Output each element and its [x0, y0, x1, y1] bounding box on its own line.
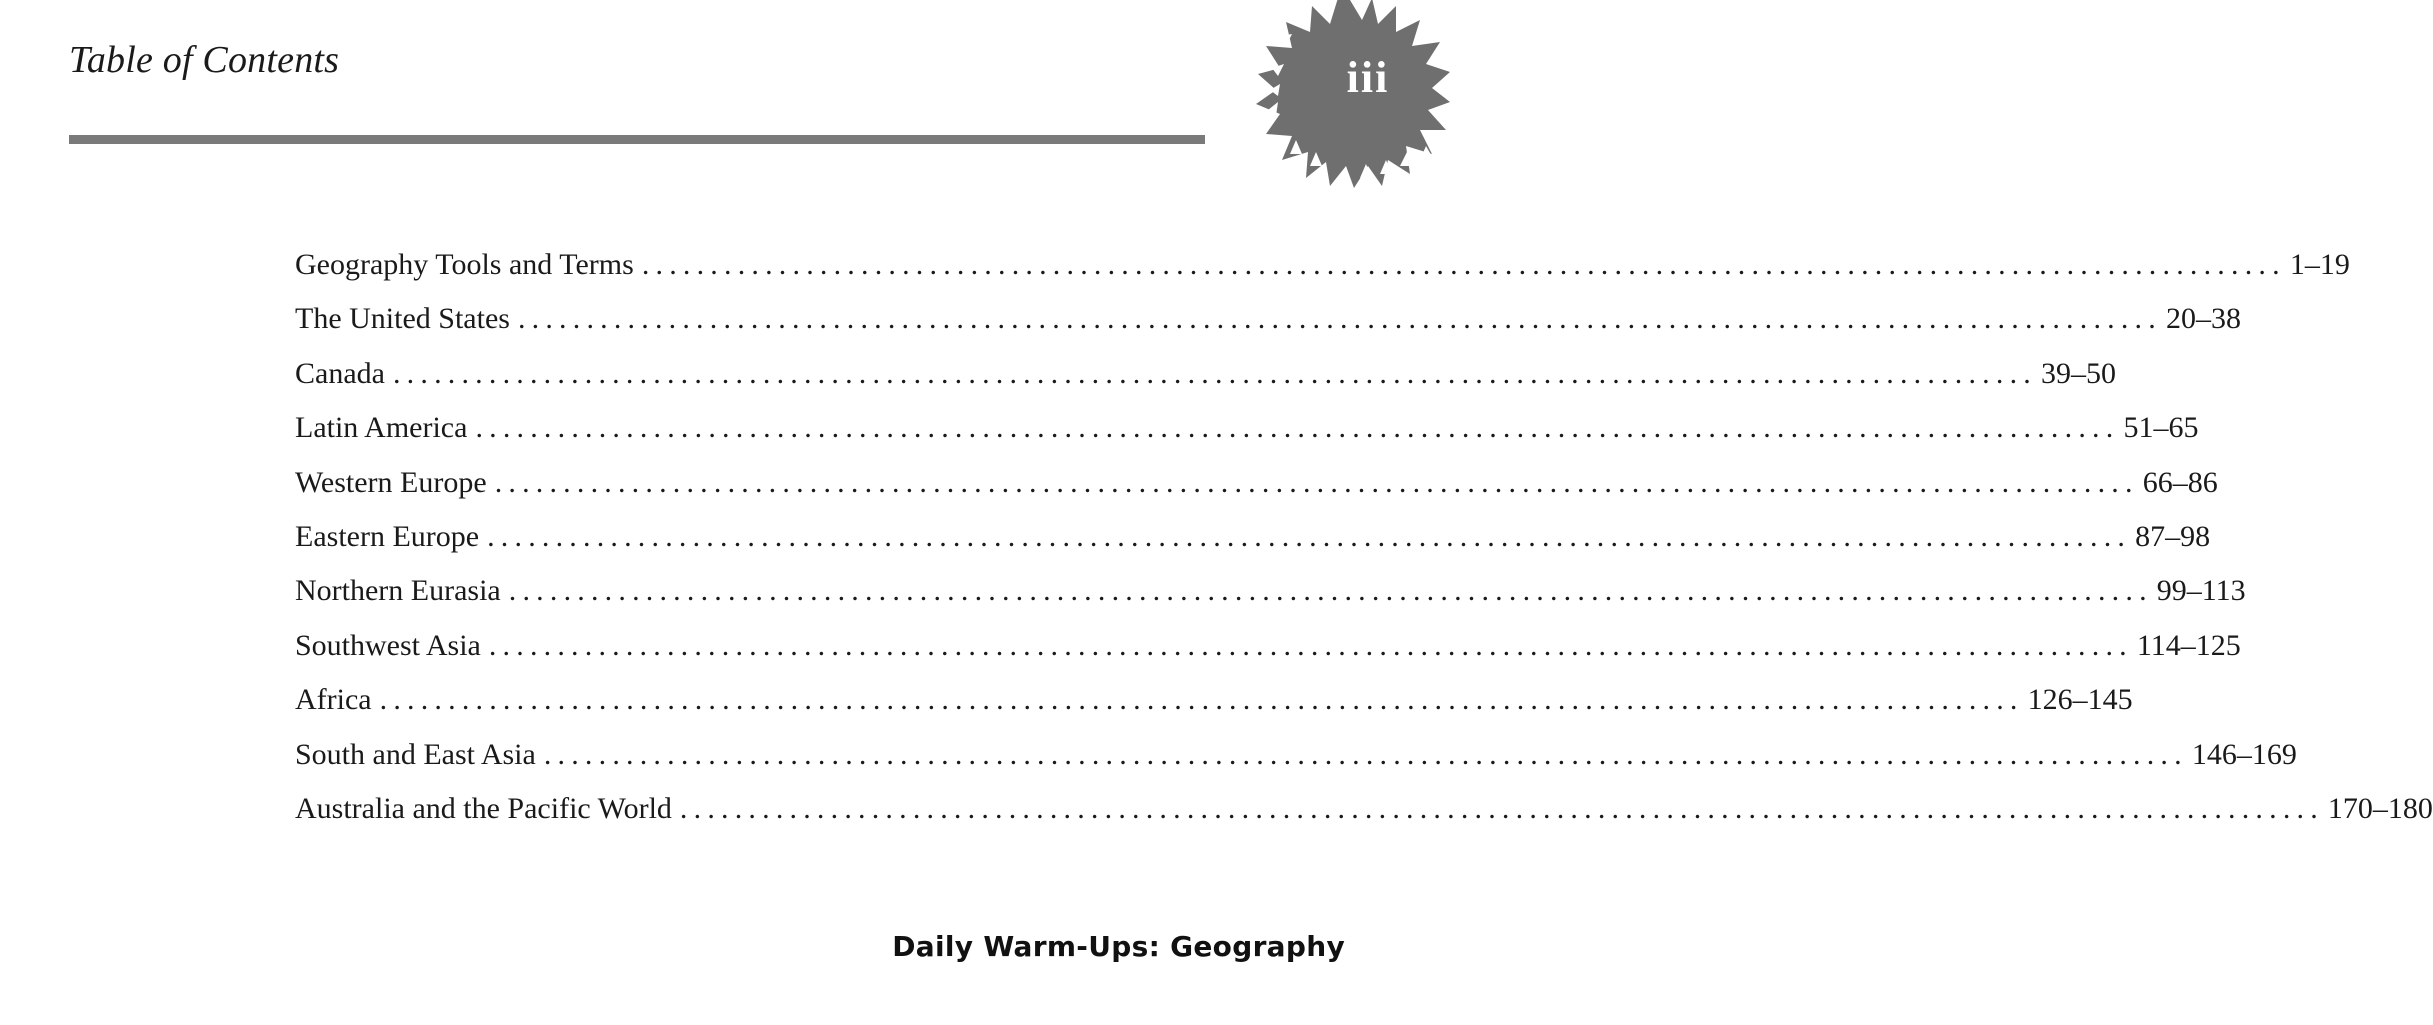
toc-dot-leader: ........................................................................................................................ [508, 574, 2153, 608]
toc-entry-title: Southwest Asia [295, 628, 481, 662]
toc-entry-title: Northern Eurasia [295, 574, 501, 608]
toc-entry [295, 465, 2218, 520]
table-of-contents [295, 248, 2433, 846]
toc-entry-pages: 126–145 [2027, 683, 2133, 717]
toc-entry [295, 411, 2199, 465]
page-number: iii [1346, 53, 1390, 102]
toc-dot-leader: ........................................................................................................................ [517, 302, 2162, 336]
toc-entry-pages: 146–169 [2191, 737, 2297, 771]
toc-entry-title: Australia and the Pacific World [295, 791, 672, 825]
toc-entry-pages: 99–113 [2156, 574, 2246, 608]
toc-entry [295, 302, 2241, 356]
toc-entry-pages: 87–98 [2135, 519, 2211, 553]
toc-dot-leader: ........................................................................................................................ [494, 465, 2139, 499]
toc-entry [295, 628, 2241, 683]
header-rule [69, 135, 1205, 144]
toc-entry [295, 791, 2433, 846]
toc-entry [295, 574, 2246, 628]
toc-entry-pages: 1–19 [2289, 248, 2350, 281]
toc-entry [295, 519, 2211, 574]
toc-entry-pages: 114–125 [2136, 628, 2241, 662]
toc-dot-leader: ........................................................................................................................ [679, 791, 2324, 825]
toc-entry [295, 683, 2133, 737]
toc-dot-leader: ........................................................................................................................ [379, 683, 2024, 717]
toc-entry-pages: 66–86 [2142, 465, 2218, 499]
toc-dot-leader: ........................................................................................................................ [641, 248, 2286, 281]
toc-entry-title: Geography Tools and Terms [295, 248, 634, 281]
toc-entry-pages: 20–38 [2165, 302, 2241, 336]
toc-entry-title: Eastern Europe [295, 519, 480, 553]
toc-entry-pages: 51–65 [2123, 411, 2199, 445]
toc-dot-leader: ........................................................................................................................ [475, 411, 2120, 445]
toc-entry-title: Africa [295, 683, 372, 717]
toc-dot-leader: ........................................................................................................................ [487, 519, 2132, 553]
toc-entry-title: South and East Asia [295, 737, 536, 771]
page-title: Table of Contents [69, 39, 340, 81]
toc-entry [295, 737, 2297, 792]
toc-entry-pages: 170–180 [2327, 791, 2433, 825]
toc-entry-title: Western Europe [295, 465, 487, 499]
toc-entry-title: Canada [295, 356, 385, 390]
toc-entry [295, 248, 2350, 302]
toc-entry-title: The United States [295, 302, 510, 336]
book-title-footer: Daily Warm-Ups: Geography [892, 930, 1345, 963]
toc-dot-leader: ........................................................................................................................ [392, 356, 2037, 390]
toc-entry-pages: 39–50 [2040, 356, 2116, 390]
toc-entry [295, 356, 2116, 411]
toc-entry-title: Latin America [295, 411, 468, 445]
toc-dot-leader: ........................................................................................................................ [488, 628, 2133, 662]
toc-dot-leader: ........................................................................................................................ [543, 737, 2188, 771]
